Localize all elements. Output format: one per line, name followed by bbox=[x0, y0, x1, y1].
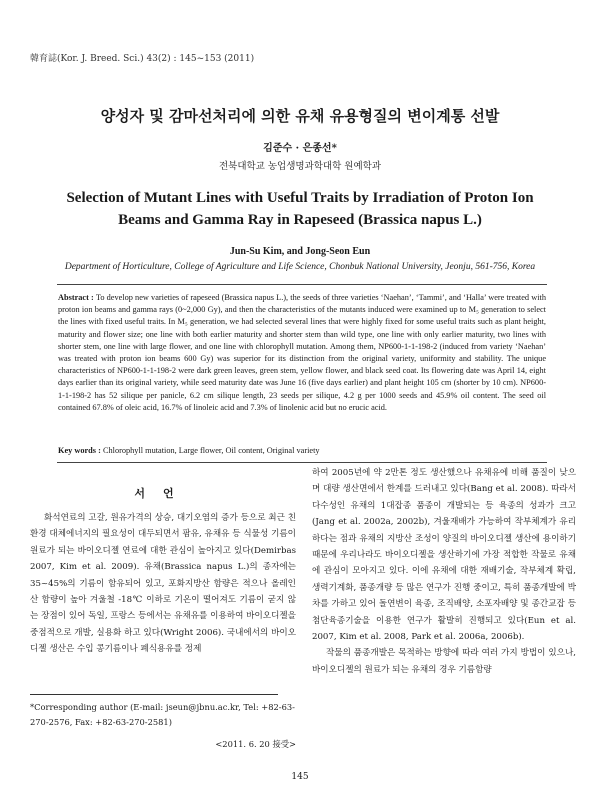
abstract-label: Abstract : bbox=[58, 293, 94, 302]
section-heading-introduction: 서언 bbox=[134, 487, 192, 500]
intro-paragraph-continued: 하여 2005년에 약 2만톤 정도 생산했으나 유채유에 비해 품질이 낮으며 대량 생산면에서 한계를 드러내고 있다(Bang et al. 2008). 따라서 다수성인 유채의 1대잡종 품종이 개발되는 등 육종의 성과가 크고(Jang et al. 2002a, 2002b), 겨울재배가 가능하여 작부체계가 유리하다는 점과 유채의 지방산 조성이 양질의 바이오디젤 생산에 용이하기 때문에 우리나라도 바이오디젤을 생산하기에 가장 적합한 작물로 유채에 관심이 모아지고 있다. 이에 유채에 대한 재배기술, 작부체계 확립, 생력기계화, 품종개량 등 많은 연구가 진행 중이고, 특히 품종개발에 박차를 가하고 있어 돌연변이 육종, 조직배양, 소포자배양 및 종간교잡 등 첨단육종기술을 이용한 연구가 활발히 진행되고 있다(Eun et al. 2007, Kim et al. 2008, Park et al. 2006a, 2006b). bbox=[312, 468, 576, 643]
english-title: Selection of Mutant Lines with Useful Traits by Irradiation of Proton Ion Beams and Gamma Ray in Rapeseed (Brassica napus L.) bbox=[66, 190, 534, 228]
abstract-top-rule bbox=[57, 284, 547, 285]
english-affiliation: Department of Horticulture, College of Agriculture and Life Science, Chonbuk National University, Jeonju, 561-756, Korea bbox=[64, 262, 536, 272]
journal-header: 韓育誌(Kor. J. Breed. Sci.) 43(2) : 145~153 (2011) bbox=[30, 54, 255, 64]
intro-paragraph-2: 작물의 품종개발은 목적하는 방향에 따라 여러 가지 방법이 있으나, 바이오디젤의 원료가 되는 유채의 경우 기름함량 bbox=[312, 648, 576, 675]
korean-affiliation: 전북대학교 농업생명과학대학 원예학과 bbox=[218, 161, 382, 172]
english-authors: Jun-Su Kim, and Jong-Seon Eun bbox=[229, 246, 371, 257]
keywords-text: Chlorophyll mutation, Large flower, Oil content, Original variety bbox=[102, 446, 320, 455]
keywords-label: Key words : bbox=[58, 446, 101, 455]
abstract bbox=[58, 292, 546, 414]
korean-authors: 김준수 · 은종선* bbox=[263, 143, 337, 154]
footnote-rule bbox=[30, 694, 278, 695]
corresponding-author-footnote: *Corresponding author (E-mail: jseun@jbnu.ac.kr, Tel: +82-63-270-2576, Fax: +82-63-270-2581) bbox=[30, 702, 295, 727]
keywords bbox=[58, 446, 546, 455]
abstract-bottom-rule bbox=[57, 462, 547, 463]
left-column bbox=[30, 510, 296, 658]
received-date: <2011. 6. 20 接受> bbox=[215, 739, 296, 749]
abstract-text: To develop new varieties of rapeseed (Brassica napus L.), the seeds of three varieties ‘Naehan’, ‘Tammi’, and ‘Halla’ were treated with proton ion beams and gamma rays (0~2,000 Gy), and then the characteristics of the mutants induced were examined up to M₅ generation to select the lines with fixed useful traits. In M₅ generation, we had selected several lines that were highly fixed for some useful traits such as plant height, maturity and flower size; one line with both earlier maturity and shorter stem than wild type, one line with only earlier maturity, two lines with shorter stem, one line with large flower, and one line with chlorophyll mutation. Among them, NP600-1-1-198-2 (induced from variety ‘Naehan’ was treated with proton ion beams 600 Gy) was superior for its distinction from the original variety, uniformity and stability. The unique characteristics of NP600-1-1-198-2 were dark green leaves, green stem, yellow flower, and black seed coat. Its flowering date was April 14, eight days earlier than its original variety, while seed maturity date was June 16 (five days earlier) and plant height 105 cm (shorter by 10 cm). NP600-1-1-198-2 has 52 silique per panicle, 6.2 cm silique length, 23 seeds per silique, 4.2 g per 1000 seeds and 45.9% oil content. The seed oil contained 67.8% of oleic acid, 16.7% of linoleic acid and 7.3% of linolenic acid but no erucic acid. bbox=[58, 293, 546, 412]
right-column bbox=[312, 465, 576, 678]
korean-title: 양성자 및 감마선처리에 의한 유채 유용형질의 변이계통 선발 bbox=[100, 107, 500, 125]
page-number: 145 bbox=[291, 772, 309, 782]
intro-paragraph: 화석연료의 고갈, 원유가격의 상승, 대기오염의 증가 등으로 최근 친환경 대체에너지의 필요성이 대두되면서 팜유, 유채유 등 식물성 기름이 원료가 되는 바이오디젤 연료에 대한 관심이 높아지고 있다(Demirbas 2007, Kim et al. 2009). 유채(Brassica napus L.)의 종자에는 35~45%의 기름이 함유되어 있고, 포화지방산 함량은 적으나 올레인산 함량이 높아 겨울철 -18℃ 이하로 기온이 떨어져도 기름이 굳지 않는 장점이 있어 독일, 프랑스 등에서는 유채유를 이용하여 바이오디젤을 중점적으로 개발, 실용화 하고 있다(Wright 2006). 국내에서의 바이오디젤 생산은 수입 콩기름이나 폐식용유를 정제 bbox=[30, 513, 296, 655]
